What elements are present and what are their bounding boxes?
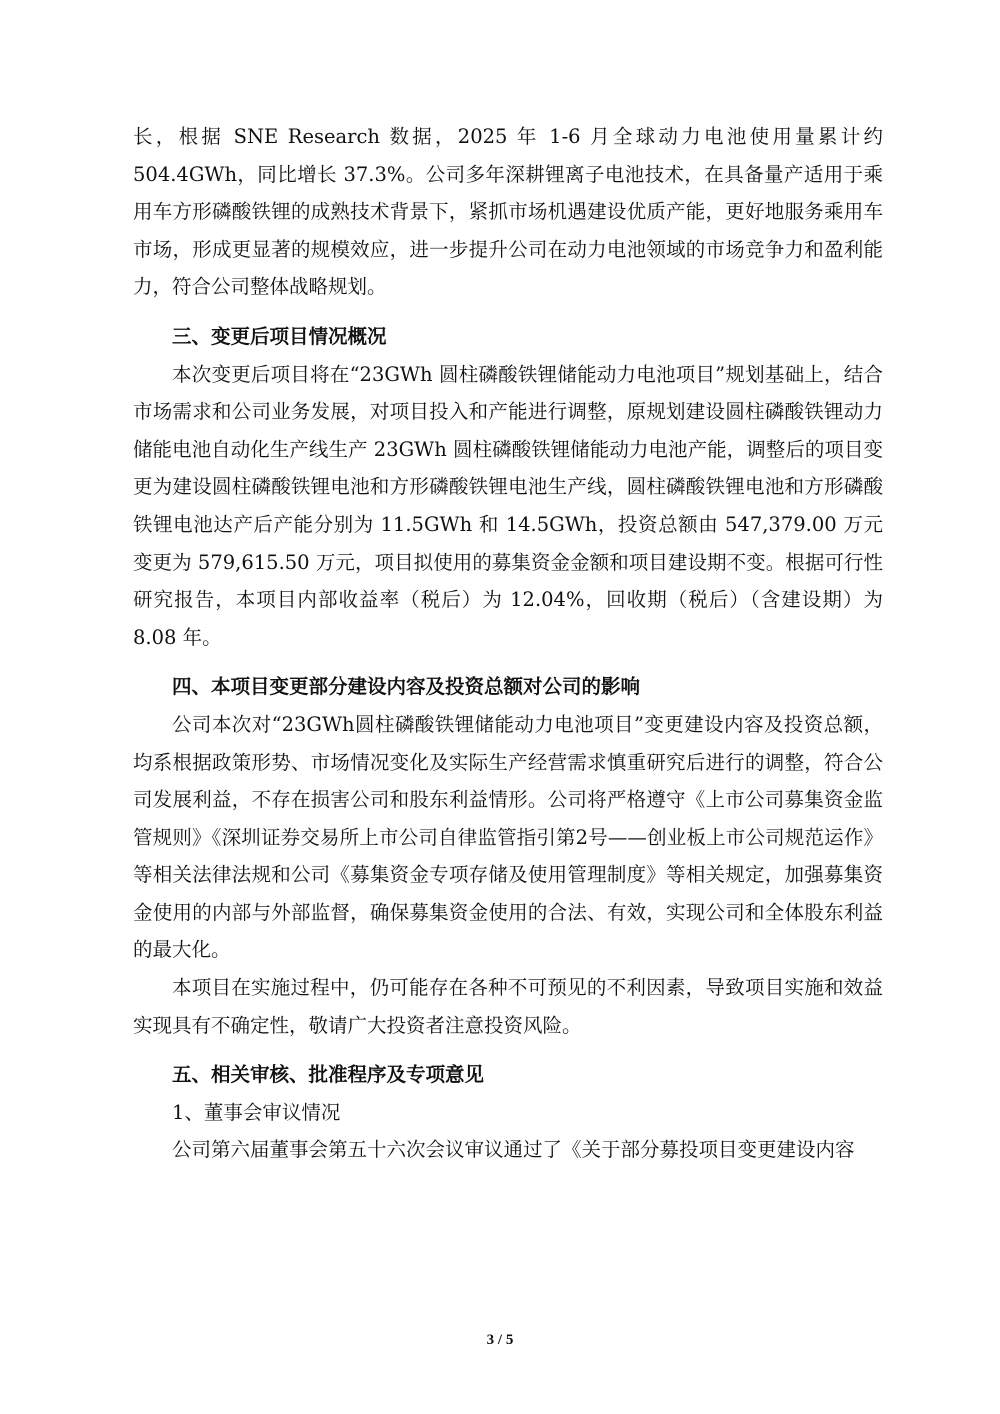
section-5-heading: 五、相关审核、批准程序及专项意见 bbox=[172, 1063, 485, 1087]
section-4-paragraph-1: 公司本次对“23GWh圆柱磷酸铁锂储能动力电池项目”变更建设内容及投资总额，均系根据政策形势、市场情况变化及实际生产经营需求慎重研究后进行的调整，符合公司发展利益，不存在损害公司和股东利益情形。公司将严格遵守《上市公司募集资金监管规则》《深圳证券交易所上市公司自律监管指引第2号——创业板上市公司规范运作》等相关法律法规和公司《募集资金专项存储及使用管理制度》等相关规定，加强募集资金使用的内部与外部监督，确保募集资金使用的合法、有效，实现公司和全体股东利益的最大化。 bbox=[133, 712, 883, 962]
section-3-heading: 三、变更后项目情况概况 bbox=[172, 324, 387, 348]
spacer bbox=[133, 1044, 883, 1056]
spacer bbox=[133, 306, 883, 318]
section-3-paragraph: 本次变更后项目将在“23GWh 圆柱磷酸铁锂储能动力电池项目”规划基础上，结合市场需求和公司业务发展，对项目投入和产能进行调整，原规划建设圆柱磷酸铁锂动力储能电池自动化生产线生产 23GWh 圆柱磷酸铁锂储能动力电池产能，调整后的项目变更为建设圆柱磷酸铁锂电池和方形磷酸铁锂电池生产线，圆柱磷酸铁锂电池和方形磷酸铁锂电池达产后产能分别为 11.5GWh 和 14.5GWh，投资总额由 547,379.00 万元变更为 579,615.50 万元，项目拟使用的募集资金金额和项目建设期不变。根据可行性研究报告，本项目内部收益率（税后）为 12.04%，回收期（税后）（含建设期）为 8.08 年。 bbox=[133, 362, 883, 649]
section-5-subheading: 1、董事会审议情况 bbox=[172, 1100, 341, 1124]
page-number: 3 / 5 bbox=[486, 1332, 514, 1348]
section-4-heading: 四、本项目变更部分建设内容及投资总额对公司的影响 bbox=[172, 675, 641, 699]
continued-paragraph: 长，根据 SNE Research 数据，2025 年 1-6 月全球动力电池使用量累计约 504.4GWh，同比增长 37.3%。公司多年深耕锂离子电池技术，在具备量产适用于乘用车方形磷酸铁锂的成熟技术背景下，紧抓市场机遇建设优质产能，更好地服务乘用车市场，形成更显著的规模效应，进一步提升公司在动力电池领域的市场竞争力和盈利能力，符合公司整体战略规划。 bbox=[133, 125, 883, 299]
section-5-paragraph: 公司第六届董事会第五十六次会议审议通过了《关于部分募投项目变更建设内容 bbox=[172, 1138, 855, 1162]
document-body bbox=[133, 118, 883, 1169]
spacer bbox=[133, 656, 883, 668]
section-4-paragraph-2: 本项目在实施过程中，仍可能存在各种不可预见的不利因素，导致项目实施和效益实现具有不确定性，敬请广大投资者注意投资风险。 bbox=[133, 976, 883, 1037]
